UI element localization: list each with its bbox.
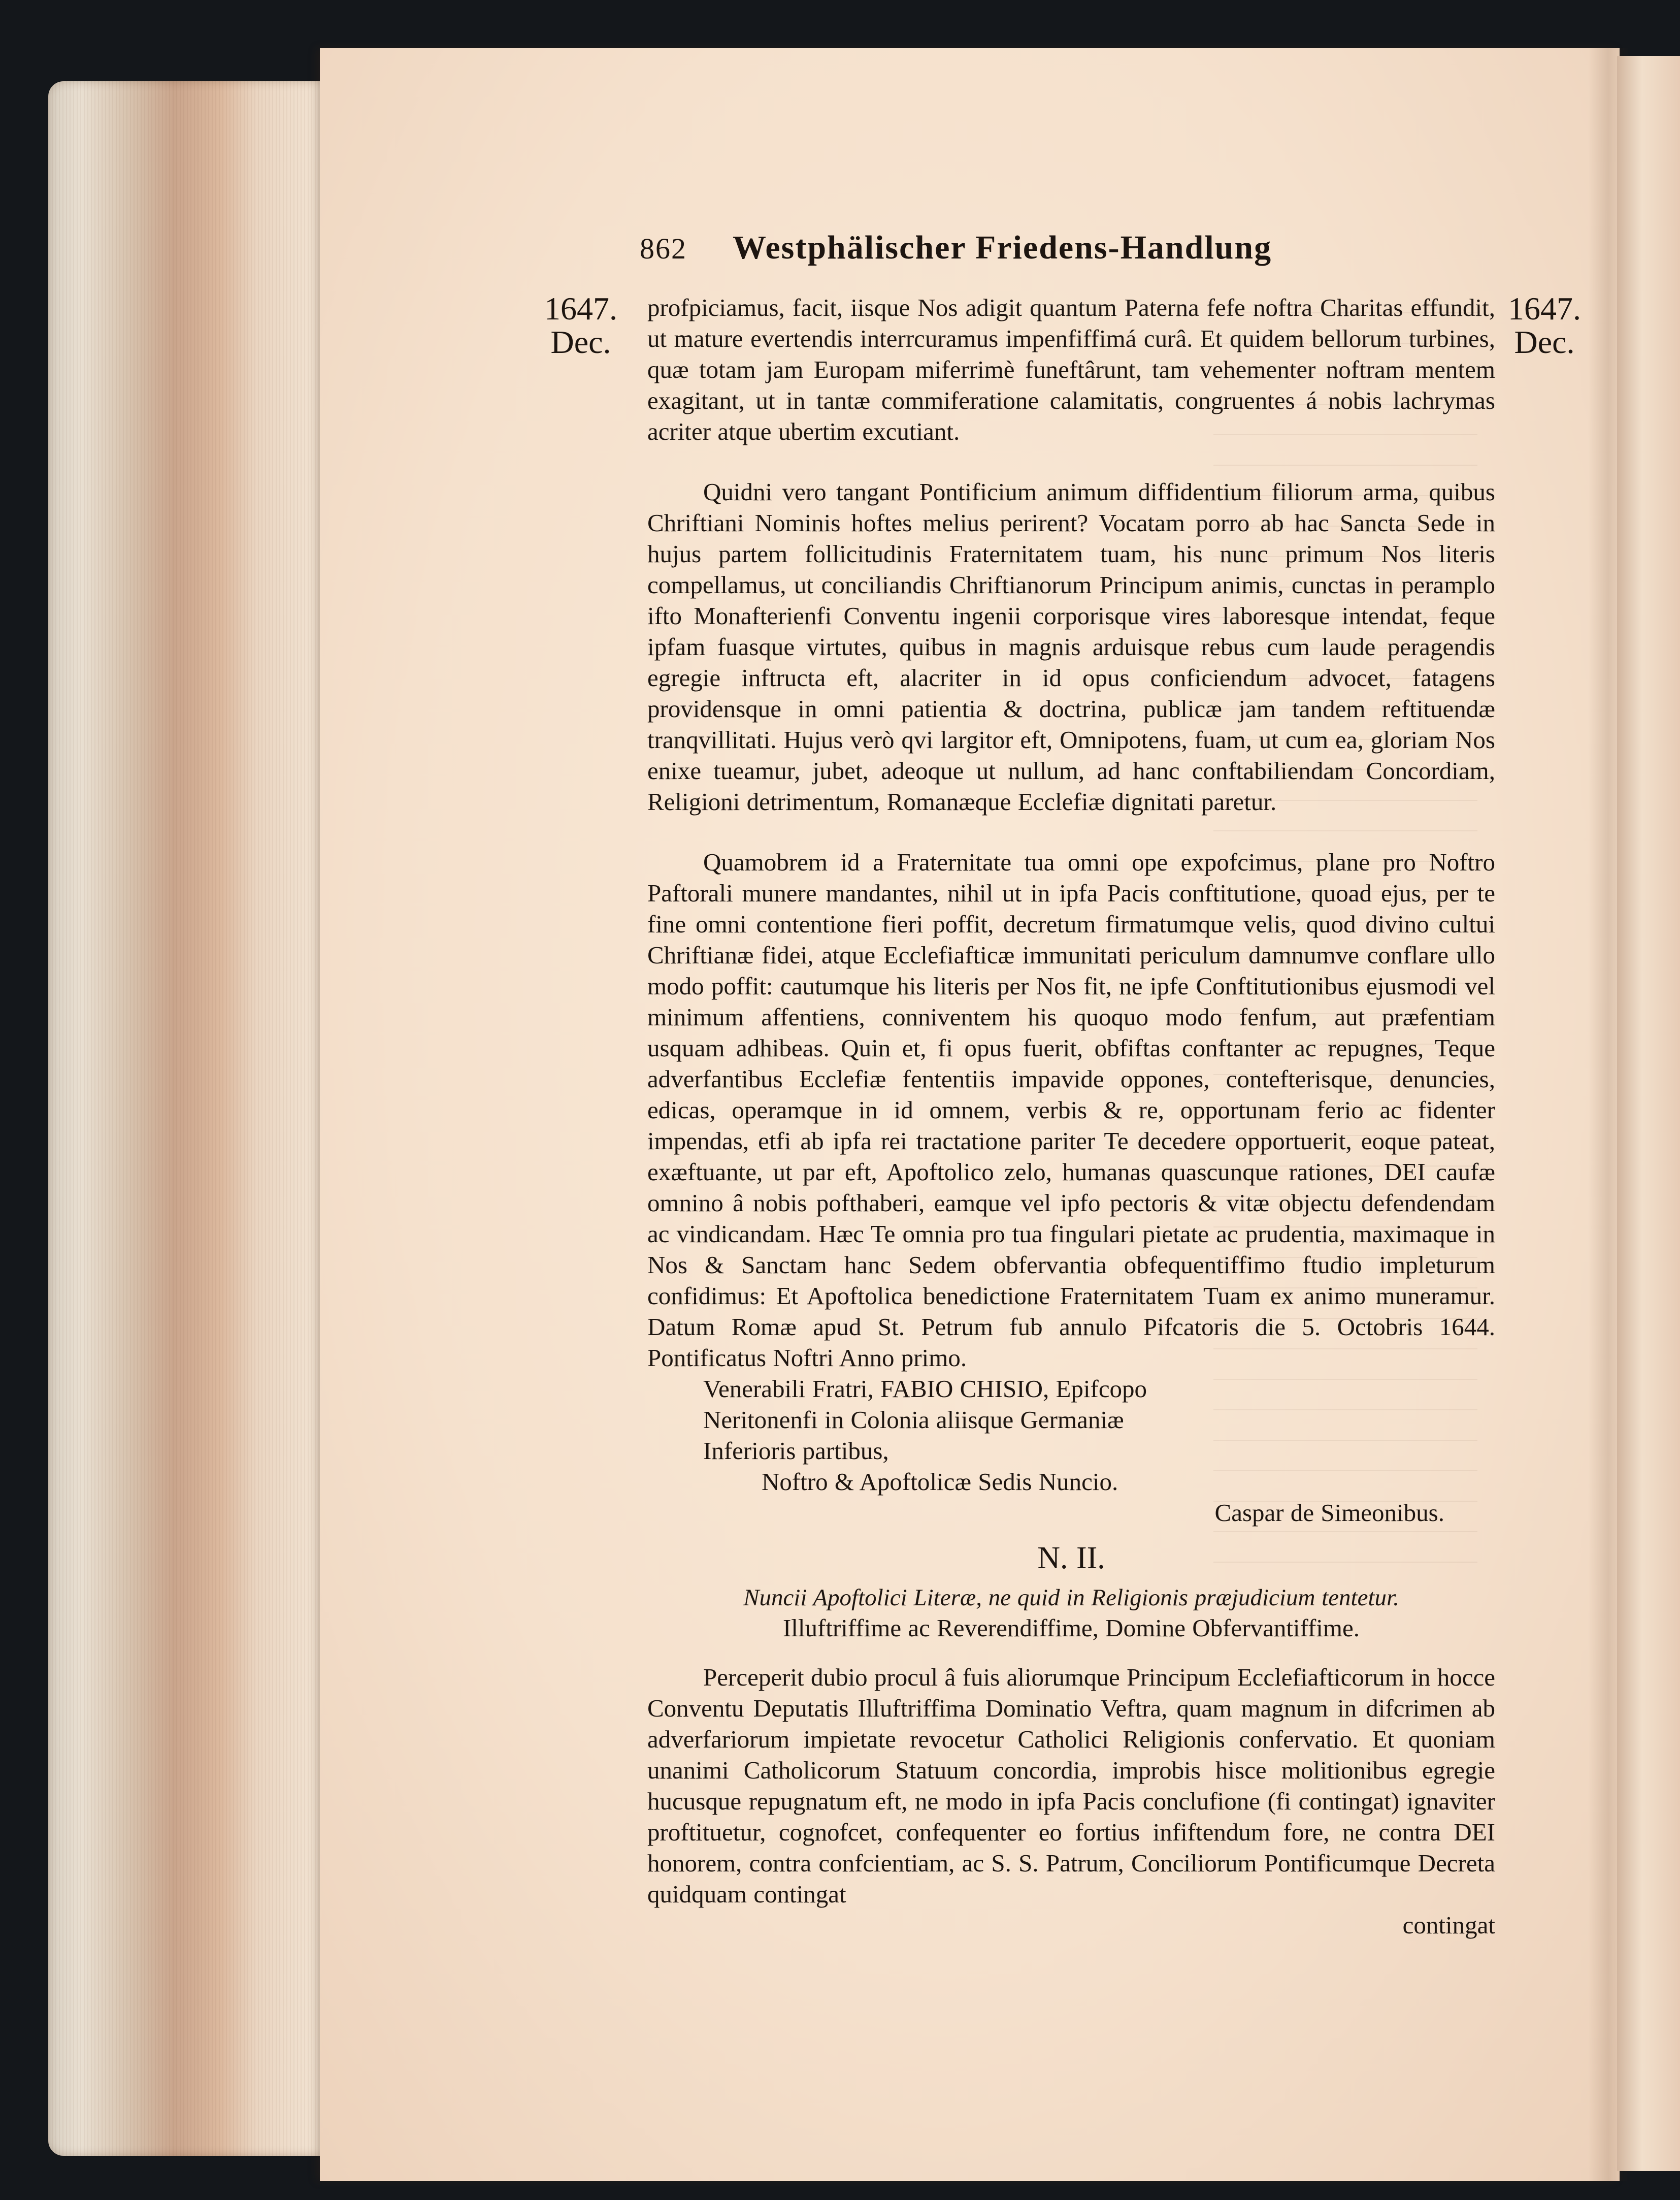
paragraph-2: Quidni vero tangant Pontificium animum diffidentium filiorum arma, quibus Chriftiani Nominis hoftes melius perirent? Vocatam porro ab hac Sancta Sede in hujus partem follicitudinis Fraternitatem tuam, his nunc primum Nos literis compellamus, ut conciliandis Chriftianorum Principum animis, cunctas in peramplo ifto Monafterienfi Conventu ingenii corporisque vires laboresque intendat, feque ipfam fuasque virtutes, quibus in magnis arduisque rebus cum laude peragendis egregie inftructa eft, alacriter in id opus conficiendum advocet, fatagens providensque in omni patientia & doctrina, publicæ jam tandem reftituendæ tranqvillitati. Hujus verò qvi largitor eft, Omnipotens, fuam, ut cum ea, gloriam Nos enixe tueamur, jubet, adeoque ut nullum, ad hanc conftabiliendam Concordiam, Religioni detrimentum, Romanæque Ecclefiæ dignitati paretur.: [647, 478, 1495, 816]
left-margin-year: 1647.: [544, 290, 617, 327]
main-text-column: [647, 292, 1495, 1940]
address-recipient: Venerabili Fratri, FABIO CHISIO, Epifcopo Neritonenfi in Colonia aliisque Germaniæ Inferioris partibus,: [703, 1375, 1147, 1465]
document-heading: Nuncii Apoftolici Literæ, ne quid in Religionis præjudicium tentetur.: [743, 1584, 1399, 1611]
document-number: N. II.: [1037, 1541, 1105, 1575]
catchword: contingat: [1402, 1911, 1495, 1939]
left-margin-date: [544, 292, 617, 359]
left-margin-month: Dec.: [550, 324, 611, 360]
final-paragraph: Perceperit dubio procul â fuis aliorumque Principum Ecclefiafticorum in hocce Conventu Deputatis Illuftriffima Dominatio Veftra, quam magnum in difcrimen ab adverfariorum impietate revocetur Catholici Religionis confervatio. Et quoniam unanimi Catholicorum Statuum concordia, improbis hisce molitionibus egregie hucusque repugnatum eft, ne modo in ipfa Pacis conclufione (fi contingat) ignaviter proftituetur, cognofcet, confequenter eo fortius infiftendum fore, ne contra DEI honorem, contra confcientiam, ac S. S. Patrum, Conciliorum Pontificumque Decreta quidquam contingat: [647, 1663, 1495, 1908]
right-margin-month: Dec.: [1514, 324, 1575, 360]
address-block: [703, 1373, 1216, 1497]
right-margin-date: [1508, 292, 1581, 359]
page-number: 862: [640, 232, 687, 265]
paragraph-3: Quamobrem id a Fraternitate tua omni ope expofcimus, plane pro Noftro Paftorali munere mandantes, nihil ut in ipfa Pacis conftitutione, quoad ejus, per te fine omni contentione fieri poffit, decretum firmatumque velis, quod divino cultui Chriftianæ fidei, atque Ecclefiafticæ immunitati periculum damnumve conflare ullo modo poffit: cautumque his literis per Nos fit, ne ipfe Conftitutionibus ejusmodi vel minimum affentiens, conniventem his quoquo modo fenfum, aut præfentiam usquam adhibeas. Quin et, fi opus fuerit, obfiftas conftanter ac repugnes, Teque adverfantibus Ecclefiæ fententiis impavide oppones, contefterisque, denuncies, edicas, operamque in id omnem, verbis & re, opportunam ferio ac fidenter impendas, etfi ab ipfa rei tractatione pariter Te decedere opportuerit, eoque pateat, exæftuante, ut par eft, Apoftolico zelo, humanas quascunque rationes, DEI caufæ omnino â nobis pofthaberi, eamque vel ipfo pectoris & vitæ objectu defendendam ac vindicandam. Hæc Te omnia pro tua fingulari pietate ac prudentia, maximaque in Nos & Sanctam hanc Sedem obfervantia obfequentiffimo ftudio impleturum confidimus: Et Apoftolica benedictione Fraternitatem Tuam ex animo muneramur. Datum Romæ apud St. Petrum fub annulo Pifcatoris die 5. Octobris 1644. Pontificatus Noftri Anno primo.: [647, 848, 1495, 1372]
salutation: Illuftriffime ac Reverendiffime, Domine Obfervantiffime.: [782, 1614, 1360, 1642]
right-margin-year: 1647.: [1508, 290, 1581, 327]
address-title: Noftro & Apoftolicæ Sedis Nuncio.: [762, 1468, 1118, 1496]
paragraph-1: profpiciamus, facit, iisque Nos adigit quantum Paterna fefe noftra Charitas effundit, ut mature evertendis interrcuramus impenfiffimá curâ. Et quidem bellorum turbines, quæ totam jam Europam miferrimè funeftârunt, tam vehementer noftram mentem exagitant, ut in tantæ commiferatione calamitatis, congruentes á nobis lachrymas acriter atque ubertim excutiant.: [647, 294, 1495, 445]
signature: Caspar de Simeonibus.: [1214, 1499, 1444, 1527]
running-title: Westphälischer Friedens-Handlung: [733, 229, 1272, 266]
page-header: [640, 229, 1310, 284]
